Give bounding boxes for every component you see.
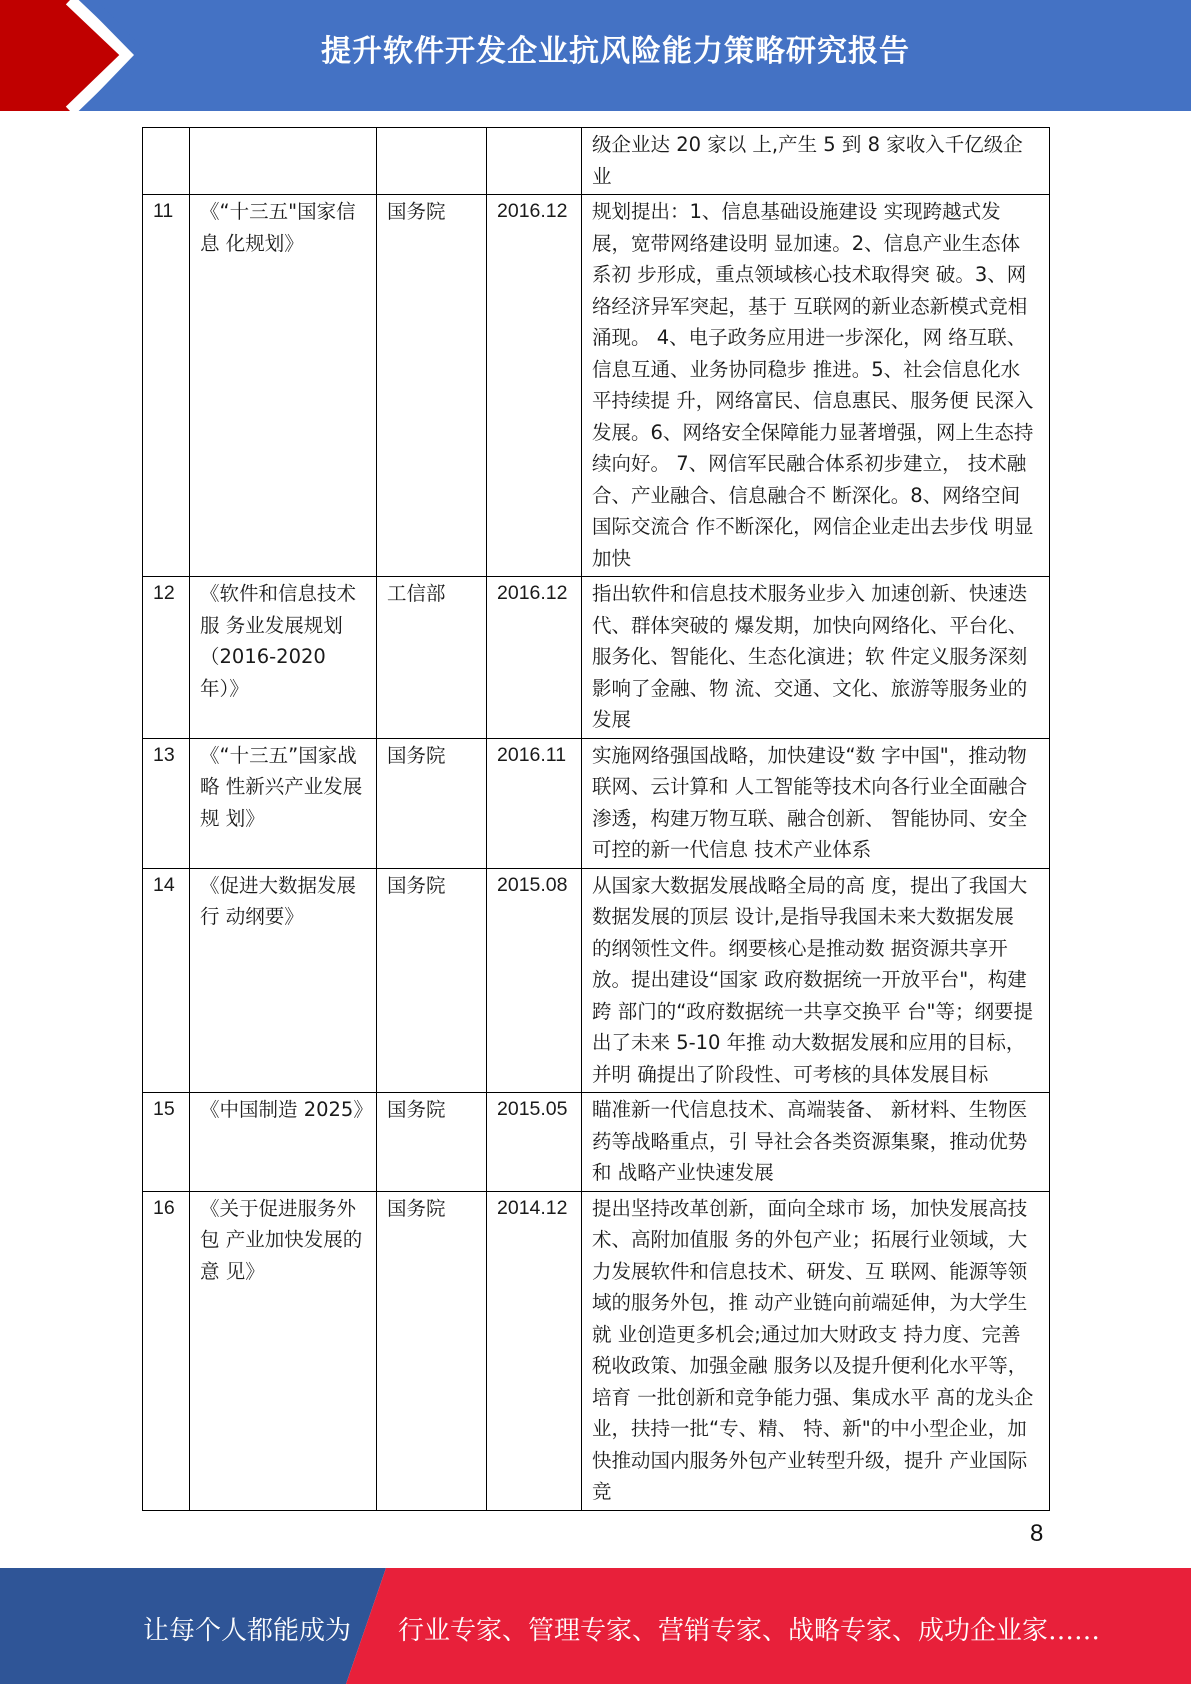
page-number: 8 — [1030, 1520, 1044, 1547]
policy-content-cell: 规划提出：1、信息基础设施建设 实现跨越式发展，宽带网络建设明 显加速。2、信息产业生态体系初 步形成，重点领域核心技术取得突 破。3、网络经济异军突起，基于 互联网的新业态新模式竞相涌现。 4、电子政务应用进一步深化，网 络互联、信息互通、业务协同稳步 推进。5、社会信息化水平持续提 升，网络富民、信息惠民、服务便 民深入发展。6、网络安全保障能力显著增强，网上生态持续向好。 7、网信军民融合体系初步建立， 技术融合、产业融合、信息融合不 断深化。8、网络空间国际交流合 作不断深化，网信企业走出去步伐 明显加快 — [582, 195, 1050, 577]
issue-date-cell: 2016.12 — [487, 577, 582, 739]
issue-date-cell: 2015.05 — [487, 1093, 582, 1192]
report-title: 提升软件开发企业抗风险能力策略研究报告 — [321, 34, 910, 69]
policy-table — [142, 127, 1050, 1511]
footer-slogan-right: 行业专家、管理专家、营销专家、战略专家、成功企业家…… — [398, 1616, 1101, 1646]
table-row — [143, 868, 1050, 1093]
policy-name-cell: 《关于促进服务外包 产业加快发展的意 见》 — [190, 1191, 377, 1510]
table-row — [143, 1093, 1050, 1192]
policy-content-cell: 级企业达 20 家以 上,产生 5 到 8 家收入千亿级企业 — [582, 128, 1050, 195]
issuing-department-cell: 国务院 — [377, 1093, 487, 1192]
row-number-cell: 11 — [143, 195, 190, 577]
issuing-department-cell: 工信部 — [377, 577, 487, 739]
policy-name-cell: 《软件和信息技术服 务业发展规划（2016-2020 年）》 — [190, 577, 377, 739]
issue-date-cell: 2016.12 — [487, 195, 582, 577]
table-row — [143, 577, 1050, 739]
policy-name-cell — [190, 128, 377, 195]
row-number-cell: 16 — [143, 1191, 190, 1510]
issue-date-cell — [487, 128, 582, 195]
row-number-cell: 12 — [143, 577, 190, 739]
issuing-department-cell: 国务院 — [377, 738, 487, 868]
issuing-department-cell — [377, 128, 487, 195]
table-row — [143, 195, 1050, 577]
row-number-cell: 15 — [143, 1093, 190, 1192]
row-number-cell: 13 — [143, 738, 190, 868]
table-row — [143, 1191, 1050, 1510]
issuing-department-cell: 国务院 — [377, 868, 487, 1093]
footer-banner — [0, 1568, 1191, 1684]
policy-content-cell: 实施网络强国战略，加快建设“数 字中国"，推动物联网、云计算和 人工智能等技术向各行业全面融合渗透，构建万物互联、融合创新、 智能协同、安全可控的新一代信息 技术产业体系 — [582, 738, 1050, 868]
footer-slogan-left: 让每个人都能成为 — [143, 1616, 352, 1646]
policy-name-cell: 《中国制造 2025》 — [190, 1093, 377, 1192]
issue-date-cell: 2014.12 — [487, 1191, 582, 1510]
row-number-cell: 14 — [143, 868, 190, 1093]
policy-table-container — [142, 127, 1049, 1511]
issue-date-cell: 2015.08 — [487, 868, 582, 1093]
issuing-department-cell: 国务院 — [377, 1191, 487, 1510]
issue-date-cell: 2016.11 — [487, 738, 582, 868]
issuing-department-cell: 国务院 — [377, 195, 487, 577]
policy-content-cell: 从国家大数据发展战略全局的高 度，提出了我国大数据发展的顶层 设计,是指导我国未来大数据发展 的纲领性文件。纲要核心是推动数 据资源共享开放。提出建设“国家 政府数据统一开放平台"，构建跨 部门的“政府数据统一共享交换平 台"等；纲要提出了未来 5-10 年推 动大数据发展和应用的目标，并明 确提出了阶段性、可考核的具体发展目标 — [582, 868, 1050, 1093]
policy-name-cell: 《“十三五”国家战略 性新兴产业发展规 划》 — [190, 738, 377, 868]
table-row — [143, 738, 1050, 868]
policy-name-cell: 《“十三五"国家信息 化规划》 — [190, 195, 377, 577]
table-row — [143, 128, 1050, 195]
policy-name-cell: 《促进大数据发展行 动纲要》 — [190, 868, 377, 1093]
policy-content-cell: 指出软件和信息技术服务业步入 加速创新、快速迭代、群体突破的 爆发期，加快向网络化、平台化、 服务化、智能化、生态化演进；软 件定义服务深刻影响了金融、物 流、交通、文化、旅游等服务业的 发展 — [582, 577, 1050, 739]
header-banner — [0, 0, 1191, 111]
policy-content-cell: 瞄准新一代信息技术、高端装备、 新材料、生物医药等战略重点，引 导社会各类资源集聚，推动优势和 战略产业快速发展 — [582, 1093, 1050, 1192]
policy-content-cell: 提出坚持改革创新，面向全球市 场，加快发展高技术、高附加值服 务的外包产业；拓展行业领域，大 力发展软件和信息技术、研发、互 联网、能源等领域的服务外包，推 动产业链向前端延伸，为大学生就 业创造更多机会;通过加大财政支 持力度、完善税收政策、加强金融 服务以及提升便利化水平等，培育 一批创新和竞争能力强、集成水平 髙的龙头企业，扶持一批“专、精、 特、新"的中小型企业，加快推动国内服务外包产业转型升级，提升 产业国际竞 — [582, 1191, 1050, 1510]
row-number-cell — [143, 128, 190, 195]
